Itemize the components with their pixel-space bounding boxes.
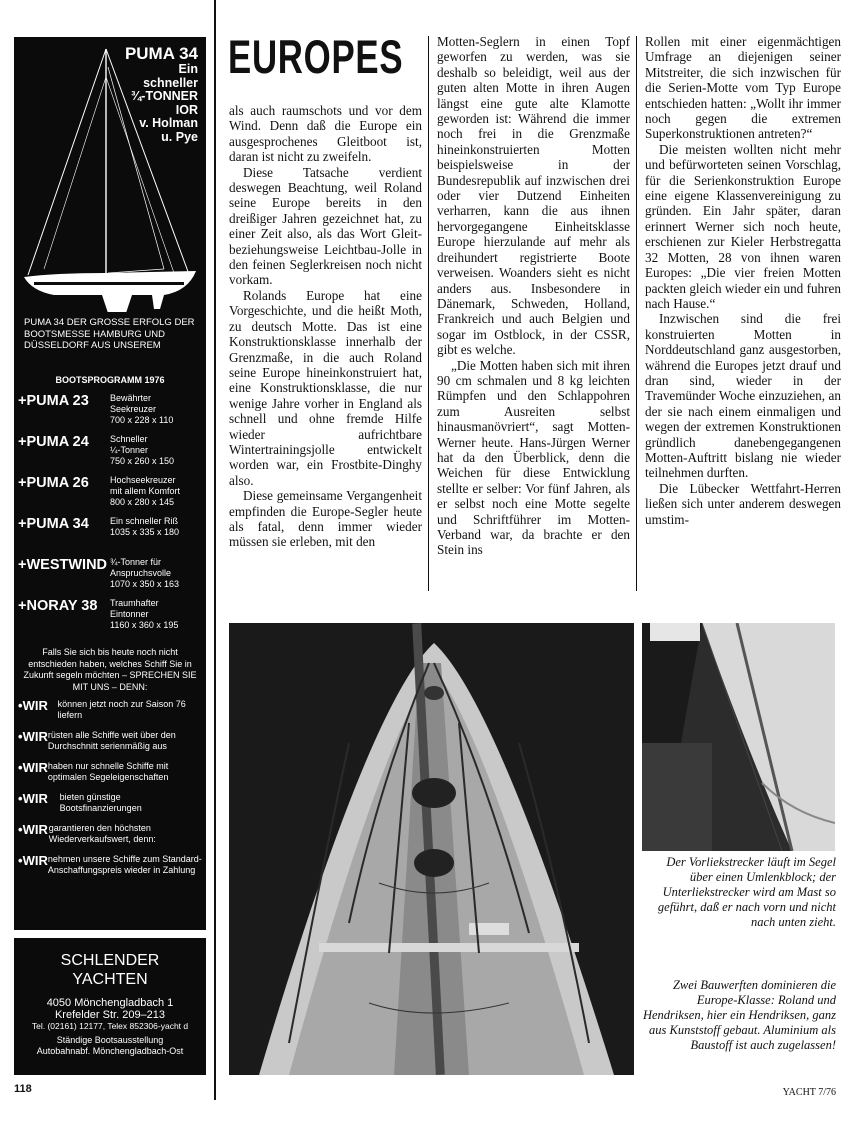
ad-call-to-action: Falls Sie sich bis heute noch nicht entschieden haben, welches Schiff Sie in Zukunft segeln möchten – SPRECHEN SIE MIT UNS – DENN: (23, 647, 197, 692)
model-name: +WESTWIND (18, 557, 108, 573)
paragraph: „Die Motten haben sich mit ihren 90 cm schmalen und 8 kg leichten Rümpfen und den Schlappohren zum Ausreiten selbst hinausmanövriert“, sagt Motten-Werner heute. Hans-Jürgen Werner hat da den Überblick, denn die Weichen für diese Entwicklung stellte er selber: Vor fünf Jahren, als er selbst noch eine Motte segelte und Schriftführer im Motten-Verband war, da brachte er den Stein ins (437, 357, 630, 558)
dealer-name: YACHTEN (72, 971, 148, 988)
model-name: +PUMA 26 (18, 475, 89, 491)
ad-title-block (125, 44, 198, 144)
headline: EUROPES (228, 30, 404, 83)
puma-advertisement (14, 37, 206, 930)
model-item (18, 557, 204, 598)
dinghy-deck-photo (229, 623, 634, 1075)
wir-item (18, 730, 204, 761)
model-desc: ¾-Tonner für Anspruchsvolle 1070 x 350 x 163 (110, 557, 180, 589)
column-rule (636, 36, 637, 591)
model-desc: Hochseekreuzer mit allem Komfort 800 x 280 x 145 (110, 475, 181, 507)
paragraph: Die meisten wollten nicht mehr und befürworteten seinen Vorschlag, für die Serienkonstruktion Europe eine eigene Klassenvereinigung zu gründen. Ein Jahr später, daran erinnert Werner sich noch heute, erschienen zur Kieler Herbstregatta 32 Motten, 28 von ihnen waren Europes: „Die vier freien Motten packten gleich wieder ein und fuhren nach Hause.“ (645, 141, 841, 311)
model-desc: Schneller ¼-Tonner 750 x 260 x 150 (110, 434, 175, 466)
wir-text: haben nur schnelle Schiffe mit optimalen Segeleigenschaften (47, 761, 169, 782)
model-item (18, 434, 204, 475)
wir-text: nehmen unsere Schiffe zum Standard-Anschaffungspreis wieder in Zahlung (47, 854, 202, 875)
wir-label: •WIR (18, 729, 48, 744)
paragraph: Rolands Europe hat eine Vorgeschichte, und die heißt Moth, zu deutsch Motte. Das ist eine Konstruktionsklasse innerhalb der Grenzmaße, in die auch Roland seine Europe hineinkonstruiert hat, eine Konstruktionsklasse, die nur wenige Jahre vorher in England als schnell und ohne fremde Hilfe wieder aufrichtbare Wintertrainingsjolle entwickelt worden war, ein Frostbite-Dinghy also. (229, 287, 422, 488)
model-desc: Ein schneller Riß 1035 x 335 x 180 (110, 516, 180, 537)
paragraph: Motten-Seglern in einen Topf geworfen zu werden, was sie deshalb so beleidigt, weil aus der guten alten Motte in ihren Augen längst eine gute alte Klamotte geworden ist: Während die immer noch frei in die Grenzmaße hineinkonstruierten Motten beispielsweise in der Bundesrepublik auf inzwischen drei oder vier Dutzend Einheiten verharren, kann die aus ihnen hervorgegangene Einheitsklasse Europe hierzulande auf mehr als dreihundert registrierte Boote verweisen. Woanders sieht es nicht anders aus. Insbesondere in Dänemark, Schweden, Holland, Frankreich und auch Belgien und sogar im Ostblock, in der CSSR, gibt es welche. (437, 34, 630, 358)
paragraph: Inzwischen sind die frei konstruierten Motten in Norddeutschland ganz ausgestorben, während die Europes jetzt drauf und dran sind, wieder in der Travemünder Woche einzuziehen, an der sie nach einem einmaligen und wegen der extremen Konstruktionen gründlich danebengegangenen Motten-Auftritt bislang nie wieder teilnehmen durften. (645, 311, 841, 481)
ad-subtitle-line: schneller (143, 75, 198, 90)
ad-title: PUMA 34 (124, 44, 198, 63)
photo-caption: Der Vorliekstrecker läuft im Segel über einen Umlenkblock; der Unterliekstrecker wird am Mast so geführt, daß er nach vorn und nicht nach unten zieht. (657, 855, 836, 929)
ad-subtitle-line: v. Holman (139, 116, 198, 130)
wir-text: garantieren den höchsten Wiederverkaufswert, denn: (48, 823, 156, 844)
model-item (18, 598, 204, 639)
paragraph: Diese Tatsache verdient deswegen Beachtung, weil Roland seine Europe bereits in den dreißiger Jahren gezeichnet hat, zu einer Zeit also, als das Wort Gleit- beziehungsweise Leichtbau-Jolle in den feinen Seglerkreisen noch nicht vorkam. (229, 164, 422, 288)
wir-label: •WIR (18, 853, 48, 868)
wir-label: •WIR (18, 822, 48, 837)
column-rule (428, 36, 429, 591)
wir-text: bieten günstige Bootsfinanzierungen (59, 792, 142, 813)
model-name: +PUMA 34 (18, 516, 89, 532)
wir-item (18, 792, 204, 823)
wir-item (18, 823, 204, 854)
model-name: +PUMA 24 (18, 434, 89, 450)
dealer-phone: Tel. (02161) 12177, Telex 852306-yacht d (31, 1021, 189, 1031)
wir-label: •WIR (18, 698, 48, 713)
article-column-3 (645, 34, 841, 527)
model-item (18, 516, 204, 557)
sail-detail-photo (642, 623, 835, 851)
model-desc: Traumhafter Eintonner 1160 x 360 x 195 (110, 598, 179, 630)
wir-text: können jetzt noch zur Saison 76 liefern (57, 699, 186, 720)
wir-label: •WIR (18, 760, 48, 775)
dealer-showroom: Ständige Bootsausstellung (56, 1035, 164, 1045)
wir-label: •WIR (18, 791, 48, 806)
dealer-name: SCHLENDER (60, 952, 160, 969)
issue-label: YACHT 7/76 (782, 1087, 836, 1098)
paragraph: als auch raumschots und vor dem Wind. Denn daß die Europe ein ausgesprochenes Gleitboot ist, daran ist nicht zu zweifeln. (229, 103, 422, 165)
dealer-address: 4050 Mönchengladbach 1 (46, 997, 174, 1009)
wir-list (18, 699, 204, 885)
model-name: +NORAY 38 (18, 598, 98, 614)
wir-item (18, 854, 204, 885)
ad-subtitle-line: IOR (175, 102, 198, 117)
column-rule (214, 0, 216, 1100)
model-item (18, 475, 204, 516)
ad-subtitle-line: u. Pye (161, 129, 198, 144)
model-list (18, 393, 204, 639)
ad-subtitle-line: Ein (178, 62, 198, 76)
ad-program-heading: BOOTSPROGRAMM 1976 (55, 375, 165, 385)
ad-subtitle-line: ¾-TONNER (130, 89, 198, 103)
wir-item (18, 761, 204, 792)
dealer-box (14, 938, 206, 1075)
dealer-showroom: Autobahnabf. Mönchengladbach-Ost (36, 1045, 184, 1056)
photo-caption: Zwei Bauwerften dominieren die Europe-Klasse: Roland und Hendriksen, hier ein Hendriksen, ganz aus Kunststoff gebaut. Aluminium als Baustoff ist auch zugelassen! (642, 978, 836, 1052)
ad-intro: PUMA 34 DER GROSSE ERFOLG DER BOOTSMESSE HAMBURG UND DÜSSELDORF AUS UNSEREM (24, 317, 195, 351)
dealer-address: Krefelder Str. 209–213 (54, 1009, 166, 1021)
wir-item (18, 699, 204, 730)
paragraph: Diese gemeinsame Vergangenheit empfinden die Europe-Segler heute als fatal, denn immer wieder müssen sie erleben, mit den (229, 488, 422, 550)
paragraph: Rollen mit einer eigenmächtigen Umfrage an diejenigen seiner Mitstreiter, die sich inzwischen für die Serien-Motte vom Typ Europe entschieden hatten: „Wollt ihr immer noch gegen die extremen Superkonstruktionen antreten?“ (645, 34, 841, 142)
paragraph: Die Lübecker Wettfahrt-Herren ließen sich unter anderem deswegen umstim- (645, 480, 841, 527)
model-desc: Bewährter Seekreuzer 700 x 228 x 110 (110, 393, 174, 425)
model-item (18, 393, 204, 434)
page-number: 118 (14, 1083, 32, 1095)
wir-text: rüsten alle Schiffe weit über den Durchschnitt serienmäßig aus (47, 730, 176, 751)
article-column-2 (437, 34, 630, 558)
article-column-1 (229, 103, 422, 550)
model-name: +PUMA 23 (18, 393, 89, 409)
